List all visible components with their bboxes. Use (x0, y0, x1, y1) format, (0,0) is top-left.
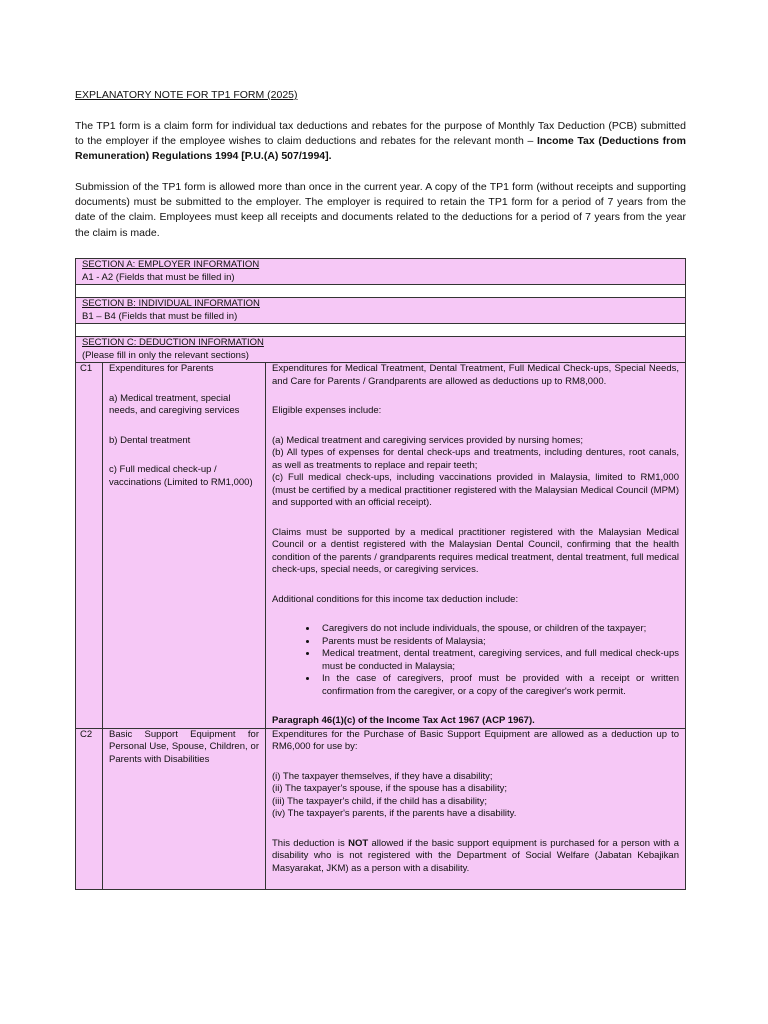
c1-code: C1 (76, 363, 103, 728)
c1-intro: Expenditures for Medical Treatment, Dental Treatment, Full Medical Check-ups, Special Needs, and Care for Parents / Grandparents are allowed as deductions up to RM8,000. (272, 363, 679, 387)
c2-details (266, 729, 685, 890)
c2-note-start: This deduction is (272, 837, 349, 849)
section-c-header (76, 337, 685, 363)
intro-text: The TP1 form is a claim form for individual tax deductions and rebates for the purpose of Monthly Tax Deduction (PCB) submitted to the employer if the employee wishes to claim deductions and rebates for the relevant month – (75, 120, 686, 148)
c1-item-b: b) Dental treatment (109, 434, 191, 446)
c1-row (76, 363, 685, 729)
list-item: • Caregivers do not include individuals, the spouse, or children of the taxpayer; (318, 623, 679, 636)
c2-name: Basic Support Equipment for Personal Use, Spouse, Children, or Parents with Disabilities (109, 728, 259, 765)
list-item: • Medical treatment, dental treatment, caregiving services, and full medical check-ups must be conducted in Malaysia; (318, 648, 679, 673)
c2-note-emphasis: NOT (348, 837, 369, 849)
c1-item-a: a) Medical treatment, special needs, and caregiving services (109, 392, 240, 416)
blank-row (76, 285, 685, 298)
c1-eligible-b: (b) All types of expenses for dental check-ups and treatments, including dentures, root canals, as well as treatments to replace and repair teeth; (272, 447, 679, 471)
deduction-table (75, 258, 686, 890)
c2-note (272, 838, 679, 876)
c1-conditions-list (272, 623, 679, 698)
c2-list-ii: (ii) The taxpayer's spouse, if the spouse has a disability; (272, 783, 508, 794)
section-b-heading: SECTION B: INDIVIDUAL INFORMATION (82, 298, 260, 309)
c1-item-c: c) Full medical check-up / vaccinations (Limited to RM1,000) (109, 464, 253, 488)
section-b-note: B1 – B4 (Fields that must be filled in) (82, 310, 238, 322)
section-a-note: A1 - A2 (Fields that must be filled in) (82, 271, 235, 283)
c2-list-iv: (iv) The taxpayer's parents, if the parents have a disability. (272, 808, 517, 819)
section-c-note: (Please fill in only the relevant sections) (82, 349, 249, 361)
section-b-header (76, 298, 685, 324)
c1-reference: Paragraph 46(1)(c) of the Income Tax Act 1967 (ACP 1967). (272, 715, 535, 726)
list-item: • In the case of caregivers, proof must be provided with a receipt or written confirmation from the caregiver, or a copy of the caregiver's work permit. (318, 673, 679, 698)
blank-row (76, 324, 685, 337)
c1-description (103, 363, 266, 728)
c2-intro: Expenditures for the Purchase of Basic Support Equipment are allowed as a deduction up to RM6,000 for use by: (272, 728, 679, 752)
c1-eligible-a: (a) Medical treatment and caregiving services provided by nursing homes; (272, 434, 584, 446)
c2-description (103, 729, 266, 890)
c2-list-i: (i) The taxpayer themselves, if they have a disability; (272, 770, 493, 782)
c2-note-end: allowed if the basic support equipment is purchased for a person with a disability who is not registered with the Department of Social Welfare (Jabatan Kebajikan Masyarakat, JKM) as a person with a disability. (272, 837, 679, 874)
c2-list-iii: (iii) The taxpayer's child, if the child has a disability; (272, 795, 487, 807)
c1-eligible-c: (c) Full medical check-ups, including vaccinations provided in Malaysia, limited to RM1,000 (must be certified by a medical practitioner registered with the Malaysian Medical Council (MPM) and supported with an official receipt). (272, 472, 679, 508)
c1-details (266, 363, 685, 728)
section-a-heading: SECTION A: EMPLOYER INFORMATION (82, 259, 260, 270)
c1-name: Expenditures for Parents (109, 363, 214, 374)
c1-conditions-heading: Additional conditions for this income tax deduction include: (272, 593, 519, 605)
intro-paragraph-1 (75, 119, 686, 165)
c2-row (76, 729, 685, 890)
section-c-heading: SECTION C: DEDUCTION INFORMATION (82, 337, 264, 348)
intro-paragraph-2: Submission of the TP1 form is allowed more than once in the current year. A copy of the TP1 form (without receipts and supporting documents) must be submitted to the employer. The employer is required to retain the TP1 form for a period of 7 years from the date of the claim. Employees must keep all receipts and documents related to the deductions for a period of 7 years from the year the claim is made. (75, 181, 686, 239)
regulation-reference: Income Tax (Deductions from Remuneration) Regulations 1994 [P.U.(A) 507/1994]. (75, 135, 686, 163)
c2-code: C2 (76, 729, 103, 890)
section-a-header (76, 259, 685, 285)
document-title: EXPLANATORY NOTE FOR TP1 FORM (2025) (75, 89, 298, 101)
c1-eligible-heading: Eligible expenses include: (272, 405, 382, 416)
list-item: • Parents must be residents of Malaysia; (318, 636, 679, 649)
c1-claims: Claims must be supported by a medical practitioner registered with the Malaysian Medical Council or a dentist registered with the Malaysian Dental Council, confirming that the health condition of the parents / grandparents requires medical treatment, dental treatment, full medical check-ups, special needs, or caregiving services. (272, 526, 679, 575)
